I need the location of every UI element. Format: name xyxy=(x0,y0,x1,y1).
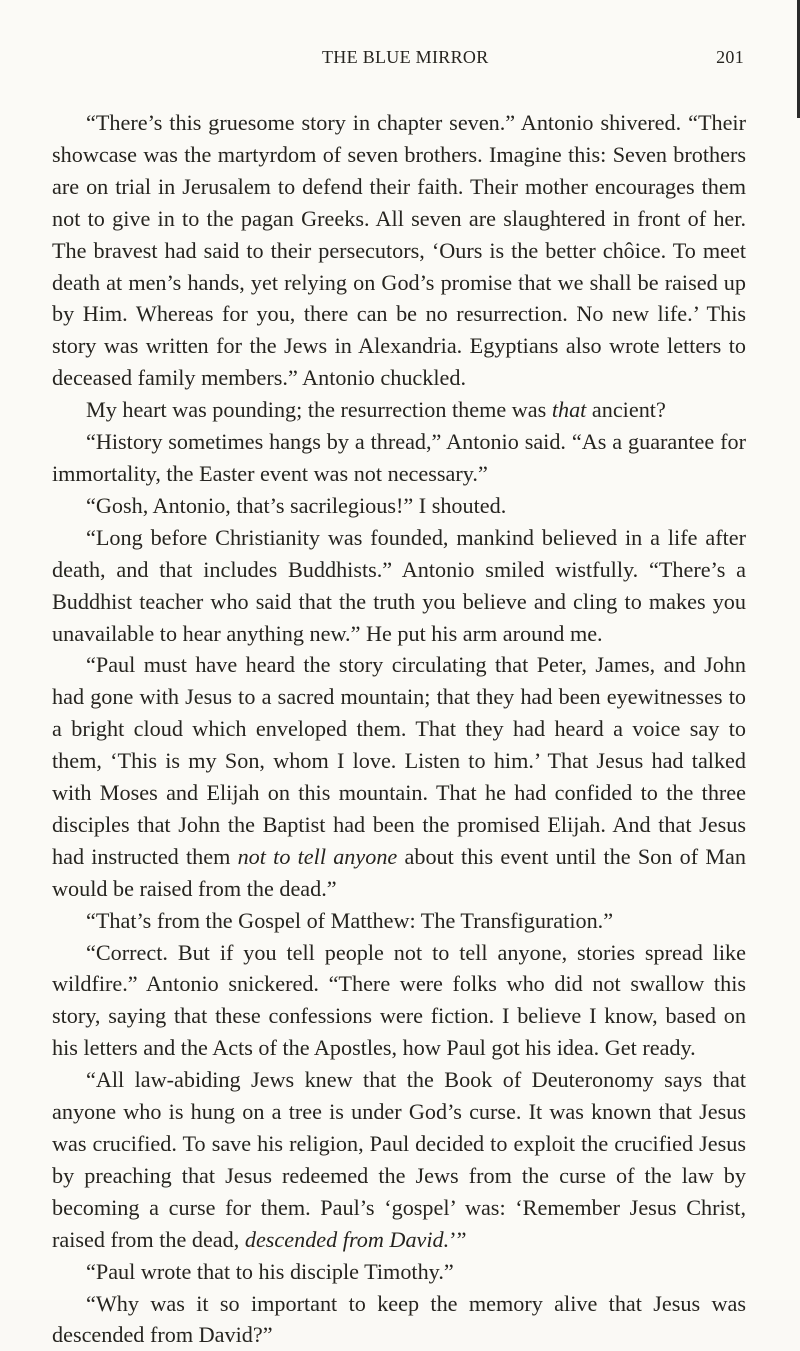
paragraph-text: My heart was pounding; the resurrection theme was xyxy=(86,397,552,423)
page-number: 201 xyxy=(716,47,744,67)
paragraph-text: “Paul must have heard the story circulating that Peter, James, and John had gone with Jesus to a sacred mountain; that they had been eyewitnesses to a bright cloud which enveloped them. That they had heard a voice say to them, ‘This is my Son, whom I love. Listen to him.’ That Jesus had talked with Moses and Elijah on this mountain. That he had confided to the three disciples that John the Baptist had been the promised Elijah. And that Jesus had instructed them xyxy=(52,652,746,869)
paragraph xyxy=(52,937,746,1065)
paragraph xyxy=(52,649,746,904)
paragraph-text: “That’s from the Gospel of Matthew: The Transfiguration.” xyxy=(86,907,614,933)
paragraph xyxy=(52,490,746,522)
emphasis-text: that xyxy=(551,397,587,423)
paragraph xyxy=(52,1288,746,1351)
paragraph xyxy=(52,905,746,937)
paragraph xyxy=(52,426,746,490)
paragraph-text: “All law-abiding Jews knew that the Book of Deuteronomy says that anyone who is hung on a tree is under God’s curse. It was known that Jesus was crucified. To save his religion, Paul decided to exploit the crucified Jesus by preaching that Jesus redeemed the Jews from the curse of the law by becoming a curse for them. Paul’s ‘gospel’ was: ‘Remember Jesus Christ, raised from the dead, xyxy=(52,1067,746,1252)
paragraph-text: ’” xyxy=(449,1226,467,1252)
page-header xyxy=(52,47,744,77)
emphasis-text: not to tell anyone xyxy=(237,843,398,869)
paragraph xyxy=(52,1064,746,1255)
running-head: THE BLUE MIRROR xyxy=(322,47,489,67)
paragraph-text: about this event until the Son of Man would be raised from the dead.” xyxy=(52,843,746,901)
paragraph-text: “Why was it so important to keep the memory alive that Jesus was descended from David?” xyxy=(52,1290,746,1348)
paragraph-text: “There’s this gruesome story in chapter seven.” Antonio shivered. “Their showcase was the martyrdom of seven brothers. Imagine this: Seven brothers are on trial in Jerusalem to defend their faith. Their mother encourages them not to give in to the pagan Greeks. All seven are slaughtered in front of her. The bravest had said to their persecutors, ‘Ours is the better chôice. To meet death at men’s hands, yet relying on God’s promise that we shall be raised up by Him. Whereas for you, there can be no resurrection. No new life.’ This story was written for the Jews in Alexandria. Egyptians also wrote letters to deceased family members.” Antonio chuckled. xyxy=(52,110,746,391)
paragraph xyxy=(52,1256,746,1288)
paragraph-text: ancient? xyxy=(586,397,666,423)
paragraph xyxy=(52,107,746,394)
body-text xyxy=(52,107,746,1351)
paragraph-text: “Correct. But if you tell people not to tell anyone, stories spread like wildfire.” Antonio snickered. “There were folks who did not swallow this story, saying that these confessions were fiction. I believe I know, based on his letters and the Acts of the Apostles, how Paul got his idea. Get ready. xyxy=(52,939,746,1061)
paragraph-text: “History sometimes hangs by a thread,” Antonio said. “As a guarantee for immortality, the Easter event was not necessary.” xyxy=(52,429,746,486)
emphasis-text: descended from David. xyxy=(244,1226,450,1252)
paragraph-text: “Gosh, Antonio, that’s sacrilegious!” I shouted. xyxy=(86,492,507,518)
paragraph xyxy=(52,522,746,650)
paragraph xyxy=(52,394,746,426)
paragraph-text: “Paul wrote that to his disciple Timothy.” xyxy=(86,1258,454,1284)
paragraph-text: “Long before Christianity was founded, mankind believed in a life after death, and that includes Buddhists.” Antonio smiled wistfully. “There’s a Buddhist teacher who said that the truth you believe and cling to makes you unavailable to hear anything new.” He put his arm around me. xyxy=(52,524,746,646)
